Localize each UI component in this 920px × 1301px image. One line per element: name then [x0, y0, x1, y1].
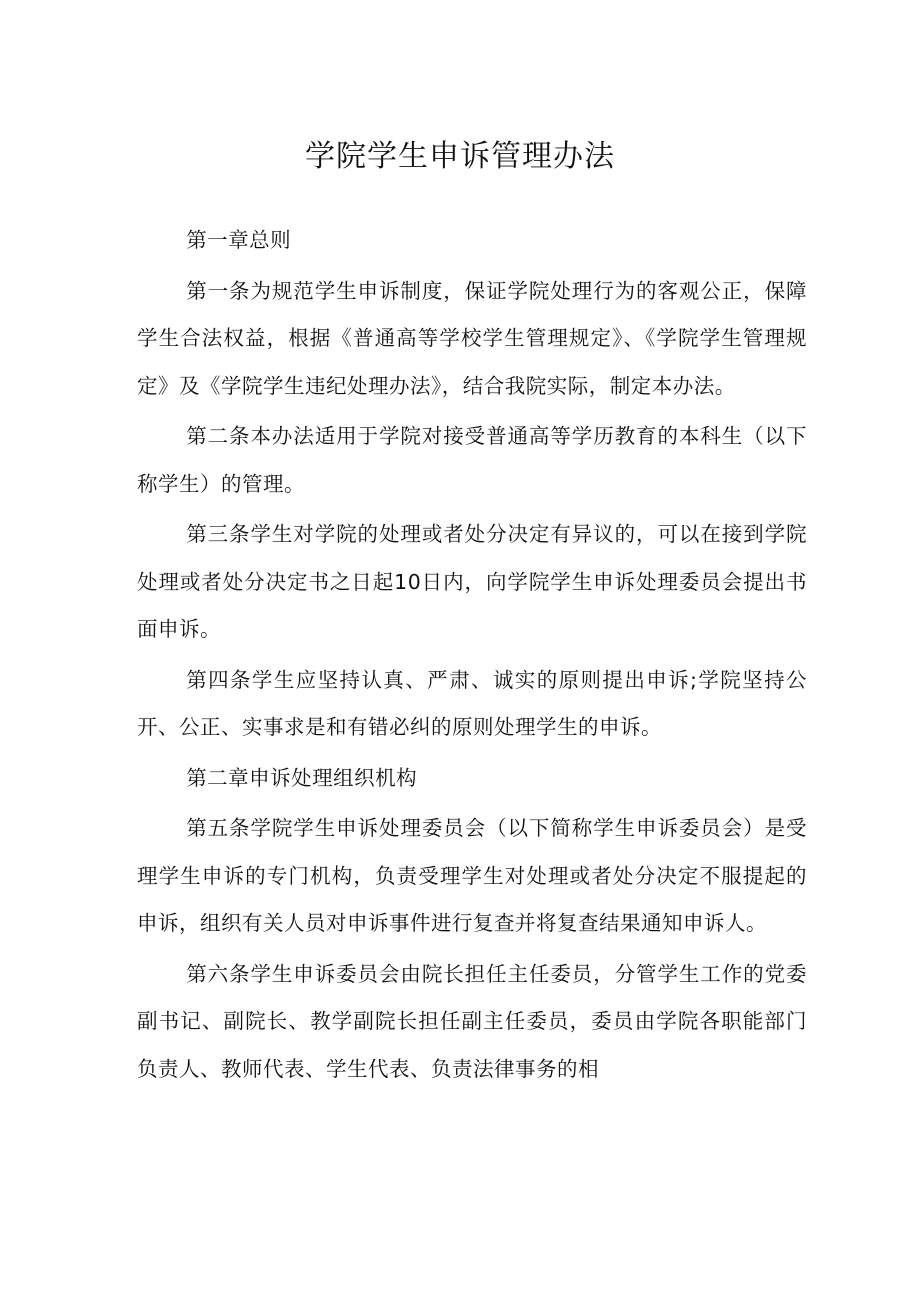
- article-1: 第一条为规范学生申诉制度，保证学院处理行为的客观公正，保障学生合法权益，根据《普通高等学校学生管理规定》、《学院学生管理规定》及《学院学生违纪处理办法》，结合我院实际，制定本办法。: [137, 278, 807, 398]
- article-3: 第三条学生对学院的处理或者处分决定有异议的，可以在接到学院处理或者处分决定书之日起10日内，向学院学生申诉处理委员会提出书面申诉。: [137, 522, 807, 641]
- document-title: 学院学生申诉管理办法: [305, 139, 615, 174]
- article-5: 第五条学院学生申诉处理委员会（以下简称学生申诉委员会）是受理学生申诉的专门机构，负责受理学生对处理或者处分决定不服提起的申诉，组织有关人员对申诉事件进行复查并将复查结果通知申诉人。: [137, 816, 807, 935]
- article-6: 第六条学生申诉委员会由院长担任主任委员，分管学生工作的党委副书记、副院长、教学副院长担任副主任委员，委员由学院各职能部门负责人、教师代表、学生代表、负责法律事务的相: [137, 961, 807, 1081]
- document-body: [137, 217, 807, 1096]
- chapter-heading-1: 第一章总则: [186, 228, 292, 252]
- article-2: 第二条本办法适用于学院对接受普通高等学历教育的本科生（以下称学生）的管理。: [137, 424, 807, 496]
- chapter-heading-2: 第二章申诉处理组织机构: [186, 765, 418, 790]
- article-4: 第四条学生应坚持认真、严肃、诚实的原则提出申诉;学院坚持公开、公正、实事求是和有错必纠的原则处理学生的申诉。: [137, 667, 807, 739]
